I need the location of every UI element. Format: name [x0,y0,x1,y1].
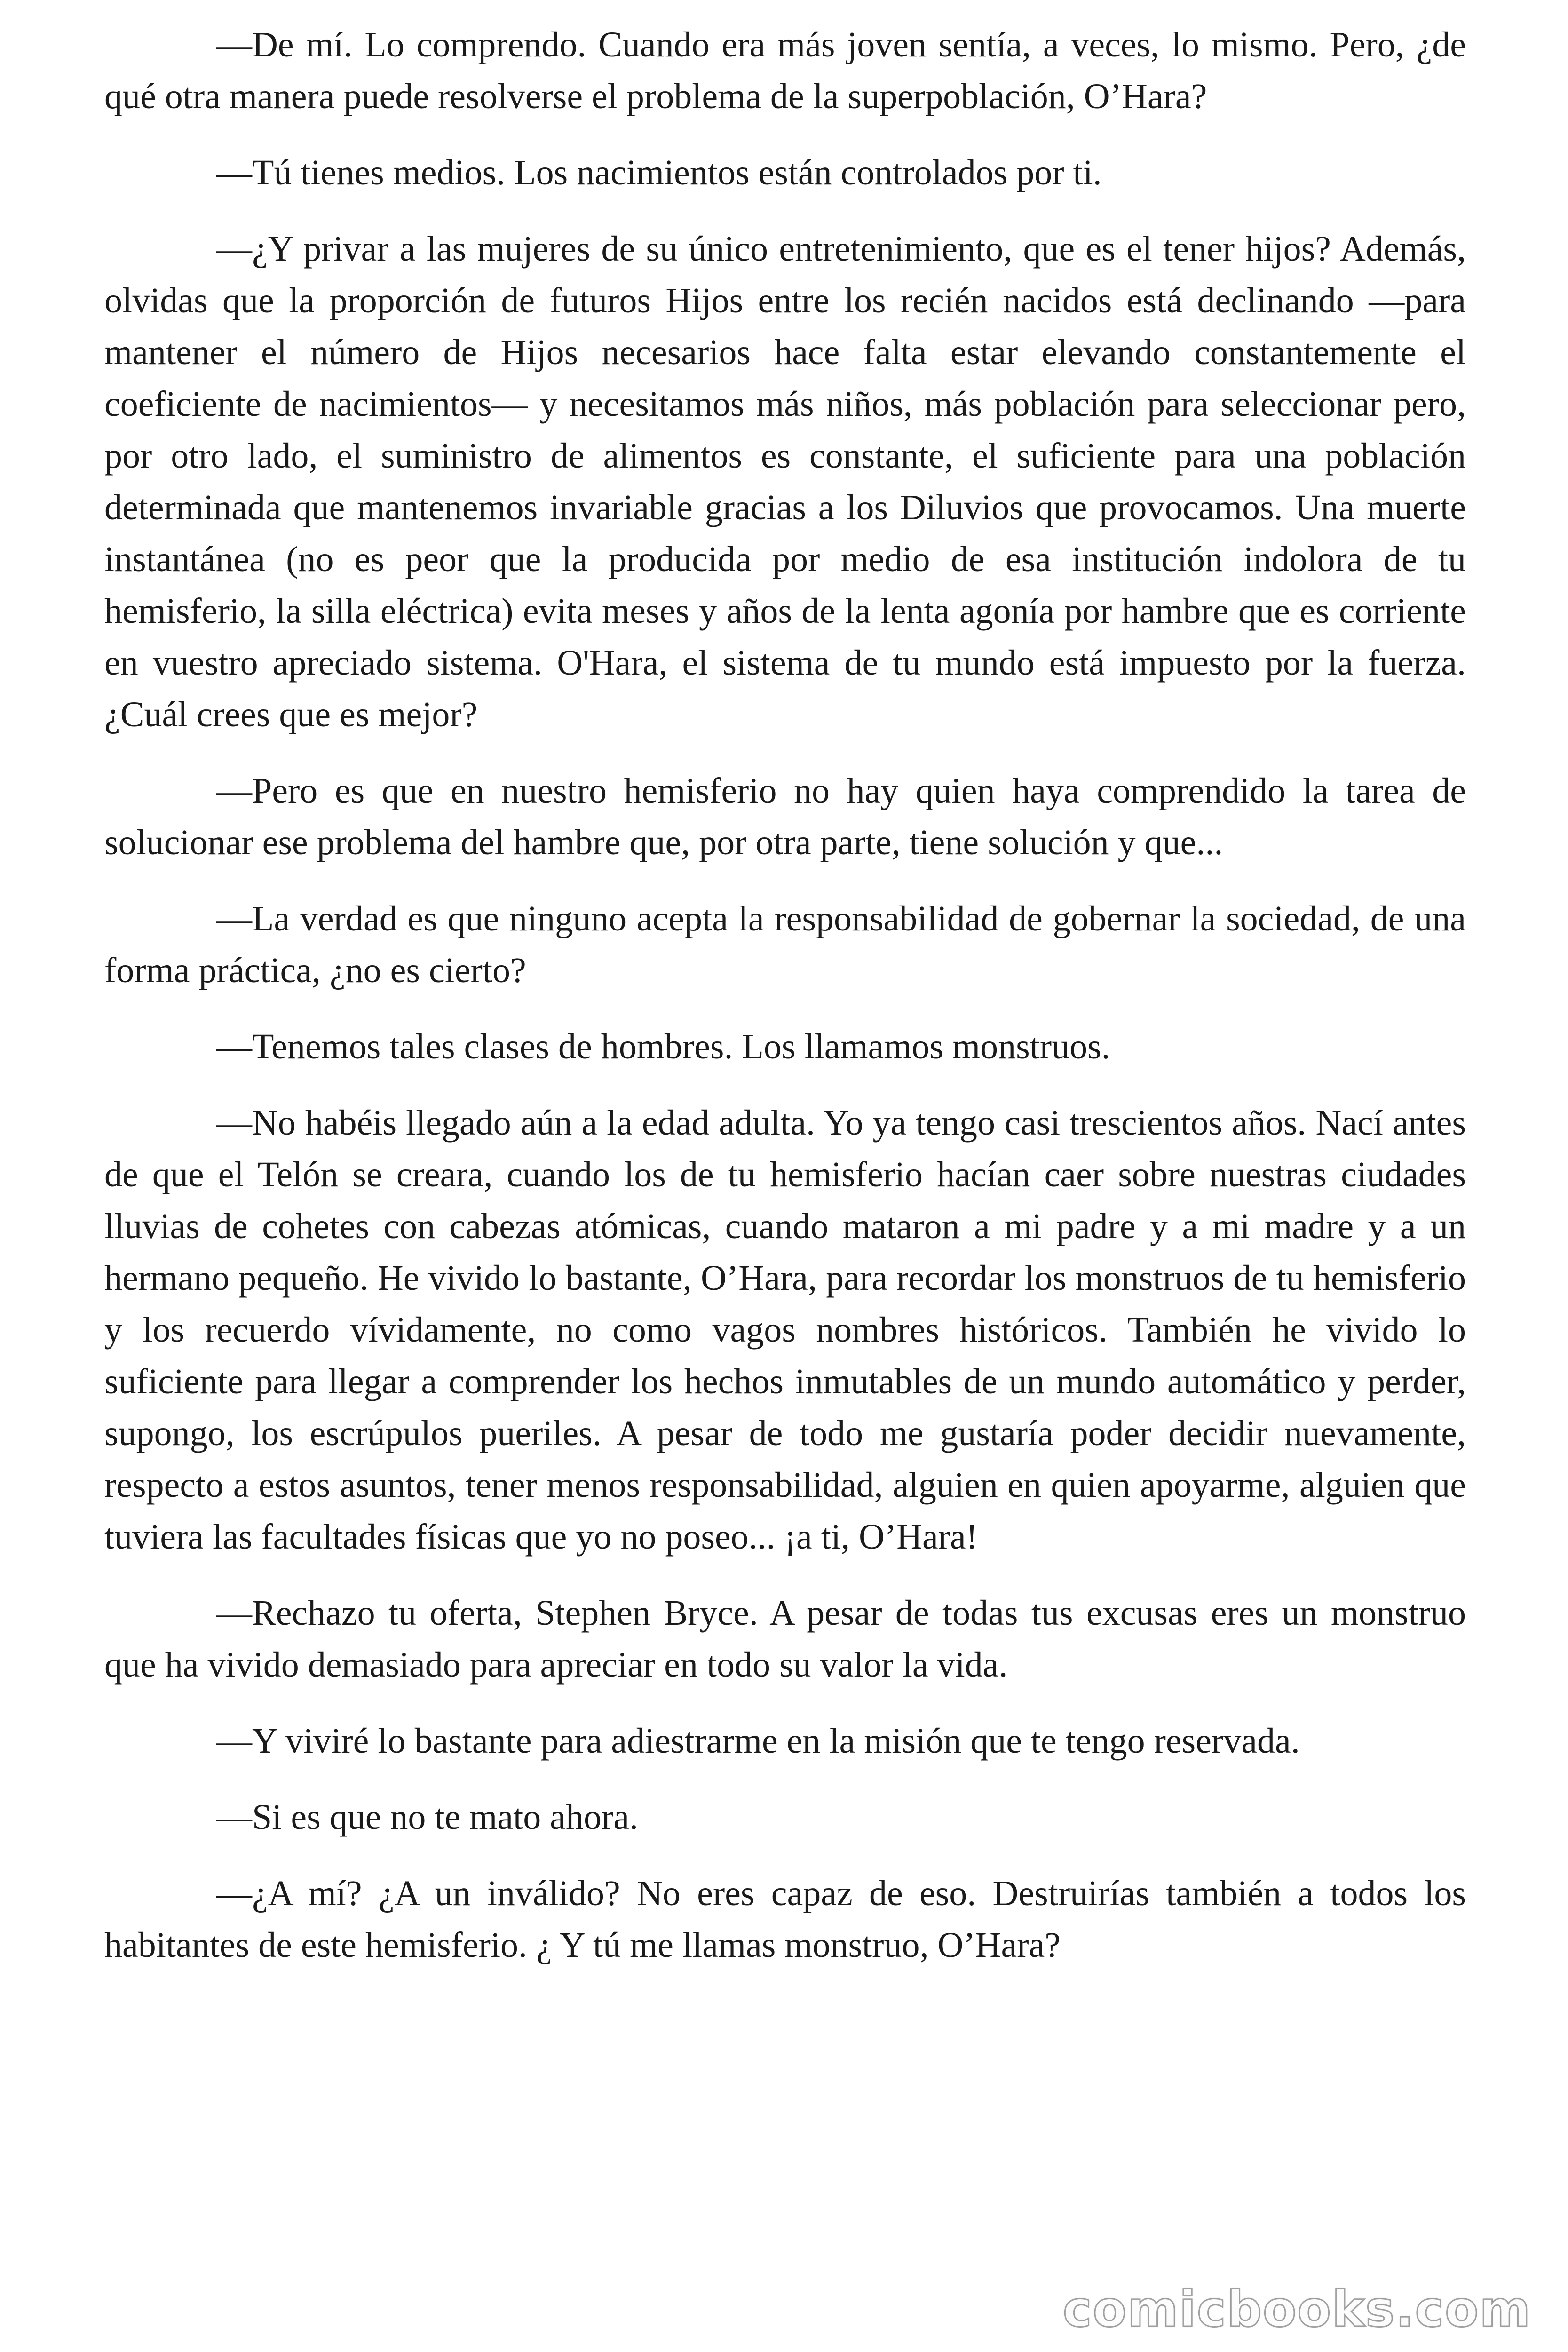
paragraph: —Pero es que en nuestro hemisferio no hay quien haya comprendido la tarea de solucionar ese problema del hambre que, por otra parte, tiene solución y que... [104,771,1466,862]
paragraph: —De mí. Lo comprendo. Cuando era más joven sentía, a veces, lo mismo. Pero, ¿de qué otra manera puede resolverse el problema de la superpoblación, O’Hara? [104,25,1466,116]
paragraph: —Y viviré lo bastante para adiestrarme en la misión que te tengo reservada. [216,1721,1300,1761]
page-text [104,19,1466,1995]
watermark-logo: comicbooks.com [1062,2280,1531,2338]
paragraph: —La verdad es que ninguno acepta la responsabilidad de gobernar la sociedad, de una forma práctica, ¿no es cierto? [104,899,1466,990]
paragraph: —Tenemos tales clases de hombres. Los llamamos monstruos. [216,1027,1110,1066]
paragraph: —¿Y privar a las mujeres de su único entretenimiento, que es el tener hijos? Además, olvidas que la proporción de futuros Hijos entre los recién nacidos está declinando —para mantener el número de Hijos necesarios hace falta estar elevando constantemente el coeficiente de nacimientos— y necesitamos más niños, más población para seleccionar pero, por otro lado, el suministro de alimentos es constante, el suficiente para una población determinada que mantenemos invariable gracias a los Diluvios que provocamos. Una muerte instantánea (no es peor que la producida por medio de esa institución indolora de tu hemisferio, la silla eléctrica) evita meses y años de la lenta agonía por hambre que es corriente en vuestro apreciado sistema. O'Hara, el sistema de tu mundo está impuesto por la fuerza. ¿Cuál crees que es mejor? [104,229,1466,734]
paragraph: —Tú tienes medios. Los nacimientos están controlados por ti. [216,153,1102,192]
paragraph: —No habéis llegado aún a la edad adulta. Yo ya tengo casi trescientos años. Nací antes de que el Telón se creara, cuando los de tu hemisferio hacían caer sobre nuestras ciudades lluvias de cohetes con cabezas atómicas, cuando mataron a mi padre y a mi madre y a un hermano pequeño. He vivido lo bastante, O’Hara, para recordar los monstruos de tu hemisferio y los recuerdo vívidamente, no como vagos nombres históricos. También he vivido lo suficiente para llegar a comprender los hechos inmutables de un mundo automático y perder, supongo, los escrúpulos pueriles. A pesar de todo me gustaría poder decidir nuevamente, respecto a estos asuntos, tener menos responsabilidad, alguien en quien apoyarme, alguien que tuviera las facultades físicas que yo no poseo... ¡a ti, O’Hara! [104,1103,1466,1557]
paragraph: —¿A mí? ¿A un inválido? No eres capaz de eso. Destruirías también a todos los habitantes de este hemisferio. ¿ Y tú me llamas monstruo, O’Hara? [104,1874,1466,1965]
paragraph: —Rechazo tu oferta, Stephen Bryce. A pesar de todas tus excusas eres un monstruo que ha vivido demasiado para apreciar en todo su valor la vida. [104,1593,1466,1685]
paragraph: —Si es que no te mato ahora. [216,1797,639,1837]
